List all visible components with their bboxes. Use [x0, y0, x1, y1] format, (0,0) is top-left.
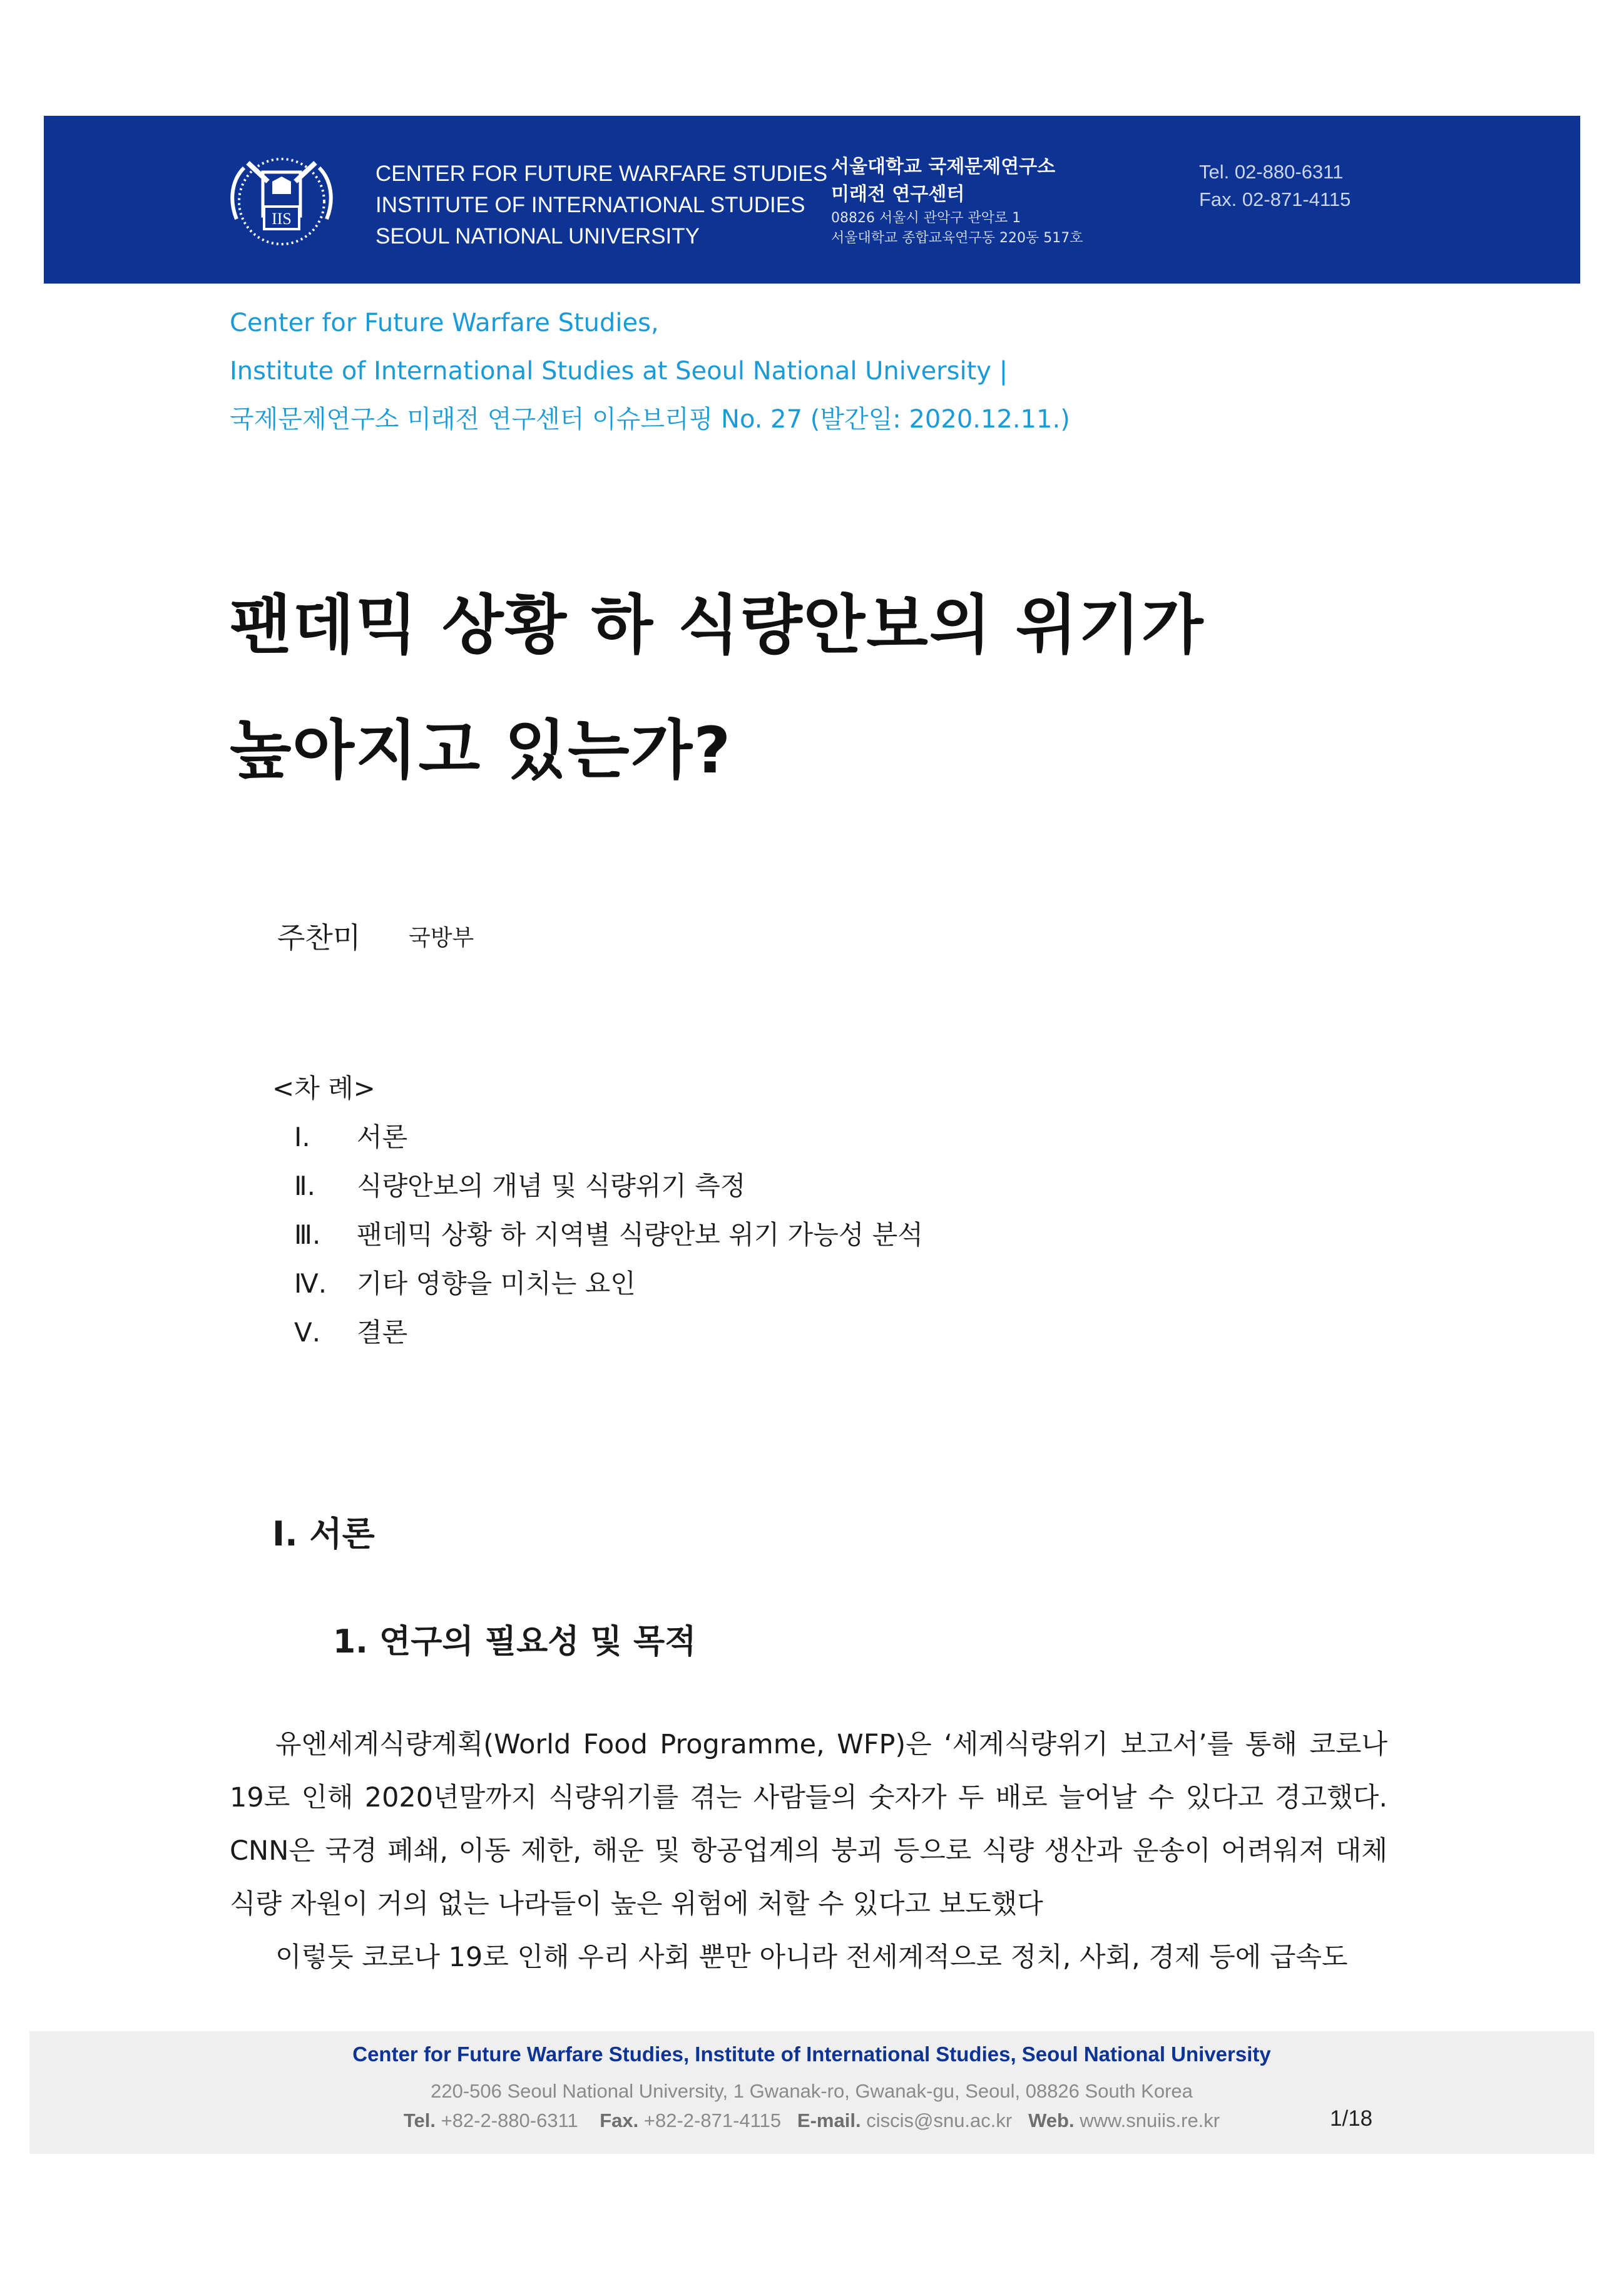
toc-item-label: 팬데믹 상황 하 지역별 식량안보 위기 가능성 분석	[357, 1219, 923, 1250]
header-address-line1: 08826 서울시 관악구 관악로 1	[831, 210, 1021, 226]
header-en-line: SEOUL NATIONAL UNIVERSITY	[375, 224, 700, 249]
subsection-heading: 1. 연구의 필요성 및 목적	[333, 1623, 697, 1661]
page-number: 1/18	[1330, 2106, 1373, 2131]
header-ko-line2: 미래전 연구센터	[831, 183, 965, 205]
toc-item-label: 서론	[357, 1122, 408, 1152]
toc-item-number: Ⅴ.	[294, 1317, 321, 1348]
author-affiliation: 국방부	[409, 925, 474, 951]
toc-item-number: Ⅱ.	[294, 1171, 316, 1201]
toc-item-number: Ⅰ.	[294, 1122, 310, 1152]
publication-meta	[230, 299, 1070, 444]
footer-address: 220-506 Seoul National University, 1 Gwanak-ro, Gwanak-gu, Seoul, 08826 South Korea	[431, 2080, 1193, 2102]
svg-text:IIS: IIS	[272, 210, 292, 228]
toc-item-label: 기타 영향을 미치는 요인	[357, 1268, 636, 1299]
toc-item-number: Ⅲ.	[294, 1219, 321, 1250]
toc-item	[272, 1308, 923, 1357]
footer-title: Center for Future Warfare Studies, Institute of International Studies, Seoul National University	[352, 2042, 1271, 2066]
title-line2: 높아지고 있는가?	[230, 714, 732, 788]
toc-item	[272, 1162, 923, 1211]
header-english-name	[375, 158, 827, 252]
meta-line1: Center for Future Warfare Studies,	[230, 309, 659, 337]
title-line1: 팬데믹 상황 하 식량안보의 위기가	[230, 588, 1205, 663]
author-name: 주찬미	[277, 921, 361, 955]
section-heading: I. 서론	[272, 1514, 375, 1554]
footer-web-label: Web.	[1028, 2109, 1075, 2131]
table-of-contents	[272, 1064, 923, 1357]
footer-fax: +82-2-871-4115	[643, 2109, 782, 2131]
header-en-line: INSTITUTE OF INTERNATIONAL STUDIES	[375, 193, 805, 217]
header-ko-line1: 서울대학교 국제문제연구소	[831, 156, 1056, 178]
toc-item	[272, 1113, 923, 1162]
meta-line3: 국제문제연구소 미래전 연구센터 이슈브리핑 No. 27 (발간일: 2020.12.11.)	[230, 405, 1070, 434]
snu-iis-logo	[212, 144, 352, 257]
header-en-line: CENTER FOR FUTURE WARFARE STUDIES	[375, 161, 828, 186]
toc-item-label: 결론	[357, 1317, 408, 1348]
footer-email-link[interactable]: ciscis@snu.ac.kr	[866, 2109, 1013, 2131]
footer-tel-label: Tel.	[403, 2109, 436, 2131]
header-fax: Fax. 02-871-4115	[1199, 188, 1351, 210]
body-paragraph: 이렇듯 코로나 19로 인해 우리 사회 뿐만 아니라 전세계적으로 정치, 사회, 경제 등에 급속도	[275, 1942, 1348, 1973]
header-tel: Tel. 02-880-6311	[1199, 161, 1344, 183]
body-paragraph: 유엔세계식량계획(World Food Programme, WFP)은 ‘세계식량위기 보고서’를 통해 코로나19로 인해 2020년말까지 식량위기를 겪는 사람들의 숫자가 두 배로 늘어날 수 있다고 경고했다. CNN은 국경 폐쇄, 이동 제한, 해운 및 항공업계의 붕괴 등으로 식량 생산과 운송이 어려워져 대체 식량 자원이 거의 없는 나라들이 높은 위험에 처할 수 있다고 보도했다	[230, 1729, 1387, 1920]
footer-fax-label: Fax.	[600, 2109, 639, 2131]
header-contact	[1199, 158, 1351, 213]
toc-item-number: Ⅳ.	[294, 1268, 327, 1299]
toc-item-label: 식량안보의 개념 및 식량위기 측정	[357, 1171, 746, 1201]
toc-heading: <차 례>	[272, 1073, 375, 1104]
toc-item	[272, 1259, 923, 1308]
footer-web-link[interactable]: www.snuiis.re.kr	[1080, 2109, 1220, 2131]
meta-line2: Institute of International Studies at Seoul National University |	[230, 357, 1008, 386]
footer-email-label: E-mail.	[797, 2109, 861, 2131]
header-korean-name	[831, 153, 1083, 249]
page-footer	[29, 2031, 1594, 2154]
toc-item	[272, 1211, 923, 1259]
header-address-line2: 서울대학교 종합교육연구동 220동 517호	[831, 230, 1083, 246]
document-title	[230, 563, 1205, 814]
header-band	[44, 116, 1580, 284]
footer-tel: +82-2-880-6311	[441, 2109, 578, 2131]
body-text	[230, 1718, 1387, 1984]
